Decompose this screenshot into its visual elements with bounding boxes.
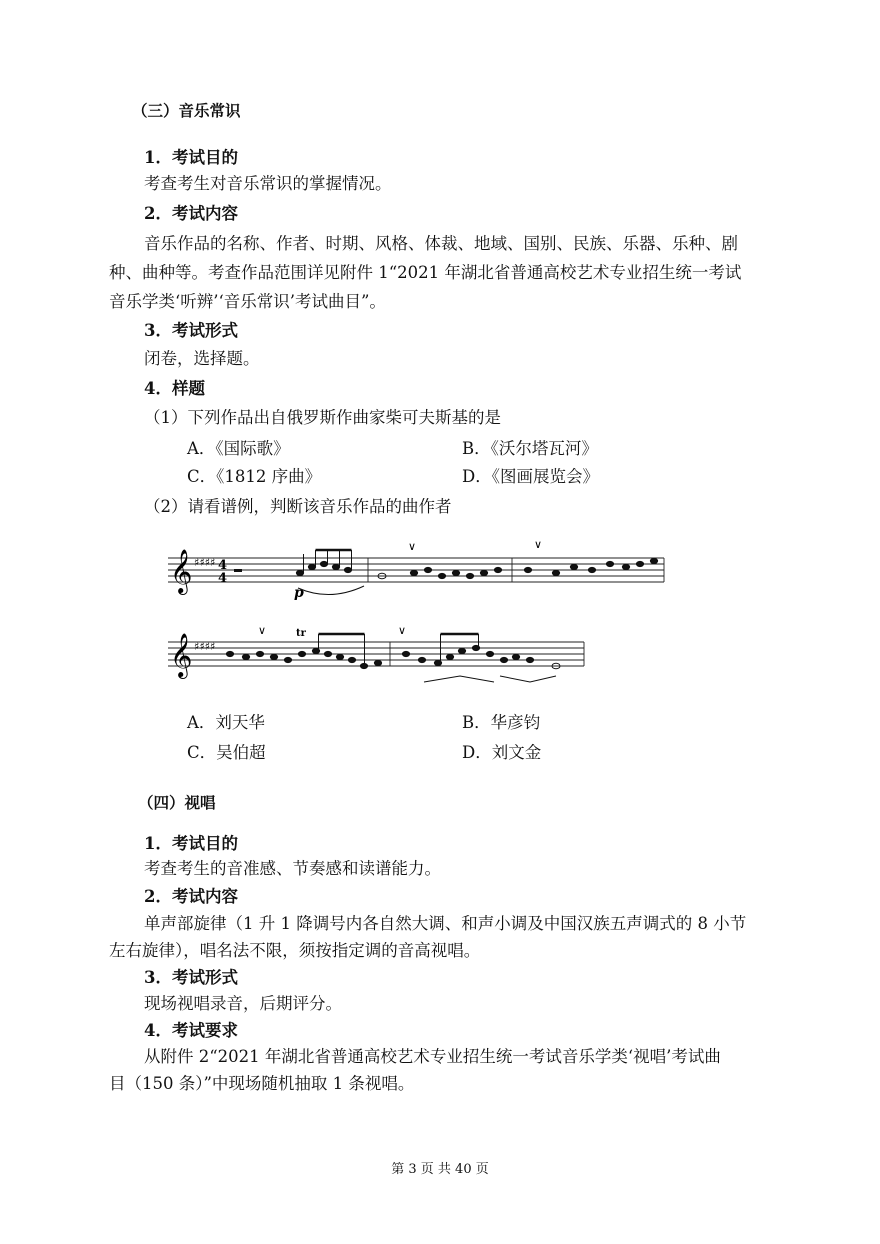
q2-option-c: C．吴伯超 <box>187 743 266 762</box>
s4-form-text: 现场视唱录音，后期评分。 <box>144 994 342 1013</box>
s3-heading-content: 2．考试内容 <box>144 204 238 223</box>
s4-content-line2: 左右旋律），唱名法不限，须按指定调的音高视唱。 <box>109 941 481 960</box>
s4-content-line1: 单声部旋律（1 升 1 降调号内各自然大调、和声小调及中国汉族五声调式的 8 小节 <box>144 914 747 933</box>
music-score-line-1 <box>160 540 680 620</box>
page-footer: 第 3 页 共 40 页 <box>391 1162 489 1177</box>
breath-mark-icon: ∨ <box>258 624 267 637</box>
s4-requirement-line1: 从附件 2“2021 年湖北省普通高校艺术专业招生统一考试音乐学类‘视唱’考试曲 <box>144 1047 721 1066</box>
time-signature-top: 4 <box>218 558 228 573</box>
q2-option-a: A．刘天华 <box>187 713 265 732</box>
treble-clef-icon: 𝄞 <box>170 549 193 593</box>
s3-purpose-text: 考查考生对音乐常识的掌握情况。 <box>144 174 392 193</box>
s3-content-line1: 音乐作品的名称、作者、时期、风格、体裁、地域、国别、民族、乐器、乐种、剧 <box>144 234 738 253</box>
breath-mark-icon: ∨ <box>408 540 417 553</box>
q1-option-c: C．《1812 序曲》 <box>187 467 322 486</box>
question-1: （1）下列作品出自俄罗斯作曲家柴可夫斯基的是 <box>144 408 501 427</box>
section3-title: （三）音乐常识 <box>132 101 241 120</box>
q1-option-a: A．《国际歌》 <box>187 439 290 458</box>
s3-content-line3: 音乐学类‘听辨’‘音乐常识’考试曲目”。 <box>109 292 386 311</box>
s3-heading-purpose: 1．考试目的 <box>144 148 238 167</box>
time-signature-bottom: 4 <box>218 571 228 586</box>
breath-mark-icon: ∨ <box>398 624 407 637</box>
key-signature: ♯♯♯♯ <box>194 640 216 653</box>
s4-purpose-text: 考查考生的音准感、节奏感和读谱能力。 <box>144 859 441 878</box>
s4-requirement-line2: 目（150 条）”中现场随机抽取 1 条视唱。 <box>109 1074 415 1093</box>
q2-option-d: D．刘文金 <box>462 743 542 762</box>
q2-option-b: B．华彦钧 <box>462 713 541 732</box>
s3-heading-sample: 4．样题 <box>144 379 205 398</box>
q1-option-b: B．《沃尔塔瓦河》 <box>462 439 598 458</box>
key-signature: ♯♯♯♯ <box>194 556 216 569</box>
music-score-line-2 <box>160 622 680 702</box>
s3-form-text: 闭卷，选择题。 <box>144 349 260 368</box>
s4-heading-form: 3．考试形式 <box>144 968 238 987</box>
s3-content-line2: 种、曲种等。考查作品范围详见附件 1“2021 年湖北省普通高校艺术专业招生统一考试 <box>109 263 742 282</box>
s4-heading-purpose: 1．考试目的 <box>144 834 238 853</box>
section4-title: （四）视唱 <box>138 793 216 812</box>
q1-option-d: D．《图画展览会》 <box>462 467 599 486</box>
dynamic-marking: p <box>294 585 304 601</box>
s3-heading-form: 3．考试形式 <box>144 321 238 340</box>
s4-heading-content: 2．考试内容 <box>144 887 238 906</box>
s4-heading-requirement: 4．考试要求 <box>144 1021 238 1040</box>
breath-mark-icon: ∨ <box>534 538 543 551</box>
treble-clef-icon: 𝄞 <box>170 633 193 677</box>
trill-mark: tr <box>296 628 306 639</box>
question-2: （2）请看谱例，判断该音乐作品的曲作者 <box>144 497 452 516</box>
